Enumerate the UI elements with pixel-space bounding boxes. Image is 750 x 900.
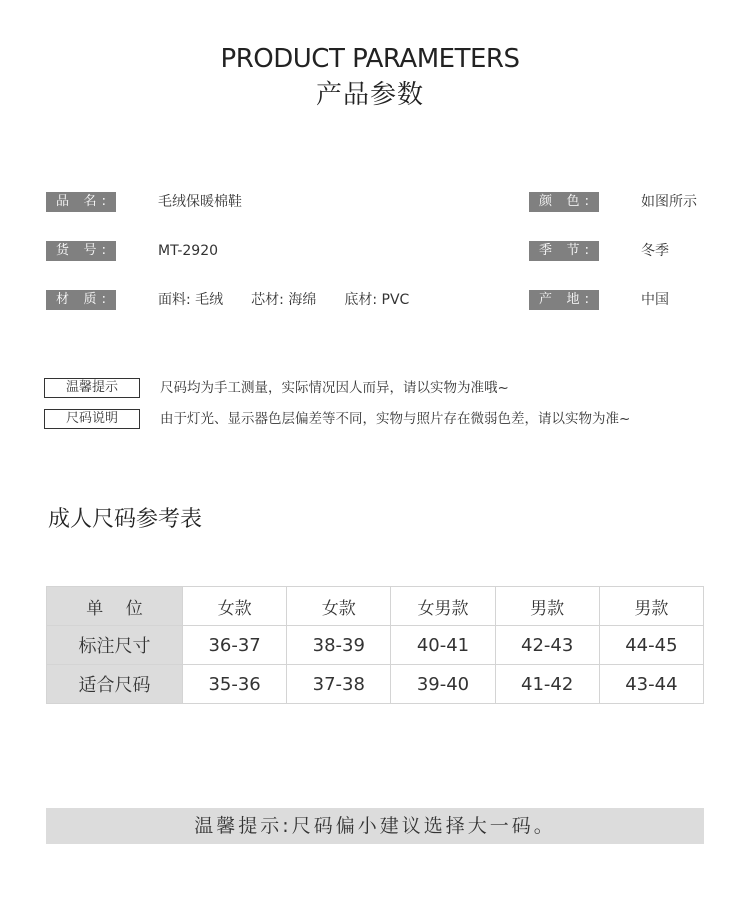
size-chart-table [46, 586, 704, 704]
table-row [47, 626, 704, 665]
table-cell: 女款 [183, 587, 287, 626]
table-cell: 43-44 [599, 665, 703, 704]
table-cell: 44-45 [599, 626, 703, 665]
table-cell: 女款 [287, 587, 391, 626]
tip-label-size-note: 尺码说明 [44, 409, 140, 429]
row-header-unit: 单 位 [47, 587, 183, 626]
table-row [47, 587, 704, 626]
param-value-origin: 中国 [641, 292, 669, 308]
param-value-color: 如图所示 [641, 194, 697, 210]
table-cell: 35-36 [183, 665, 287, 704]
tip-text-reminder: 尺码均为手工测量，实际情况因人而异，请以实物为准哦~ [160, 380, 509, 396]
footer-reminder: 温馨提示:尺码偏小建议选择大一码。 [46, 808, 704, 844]
param-value-season: 冬季 [641, 243, 669, 259]
size-chart-title: 成人尺码参考表 [48, 507, 203, 532]
table-cell: 41-42 [495, 665, 599, 704]
tip-text-size-note: 由于灯光、显示器色层偏差等不同，实物与照片存在微弱色差，请以实物为准~ [160, 411, 631, 427]
param-label-origin: 产 地: [529, 290, 599, 310]
param-value-name: 毛绒保暖棉鞋 [158, 194, 242, 210]
table-cell: 38-39 [287, 626, 391, 665]
tip-label-reminder: 温馨提示 [44, 378, 140, 398]
param-label-season: 季 节: [529, 241, 599, 261]
row-header-fit-size: 适合尺码 [47, 665, 183, 704]
table-cell: 39-40 [391, 665, 495, 704]
table-cell: 36-37 [183, 626, 287, 665]
page-title-cn: 产品参数 [315, 80, 424, 110]
table-cell: 男款 [495, 587, 599, 626]
param-label-material: 材 质: [46, 290, 116, 310]
param-label-color: 颜 色: [529, 192, 599, 212]
param-label-item-number: 货 号: [46, 241, 116, 261]
table-row [47, 665, 704, 704]
page-title-en: PRODUCT PARAMETERS [220, 44, 520, 74]
table-cell: 女男款 [391, 587, 495, 626]
param-label-name: 品 名: [46, 192, 116, 212]
table-cell: 40-41 [391, 626, 495, 665]
table-cell: 42-43 [495, 626, 599, 665]
param-value-material: 面料: 毛绒 芯材: 海绵 底材: PVC [158, 292, 410, 308]
table-cell: 37-38 [287, 665, 391, 704]
row-header-marked-size: 标注尺寸 [47, 626, 183, 665]
param-value-item-number: MT-2920 [158, 243, 219, 259]
table-cell: 男款 [599, 587, 703, 626]
